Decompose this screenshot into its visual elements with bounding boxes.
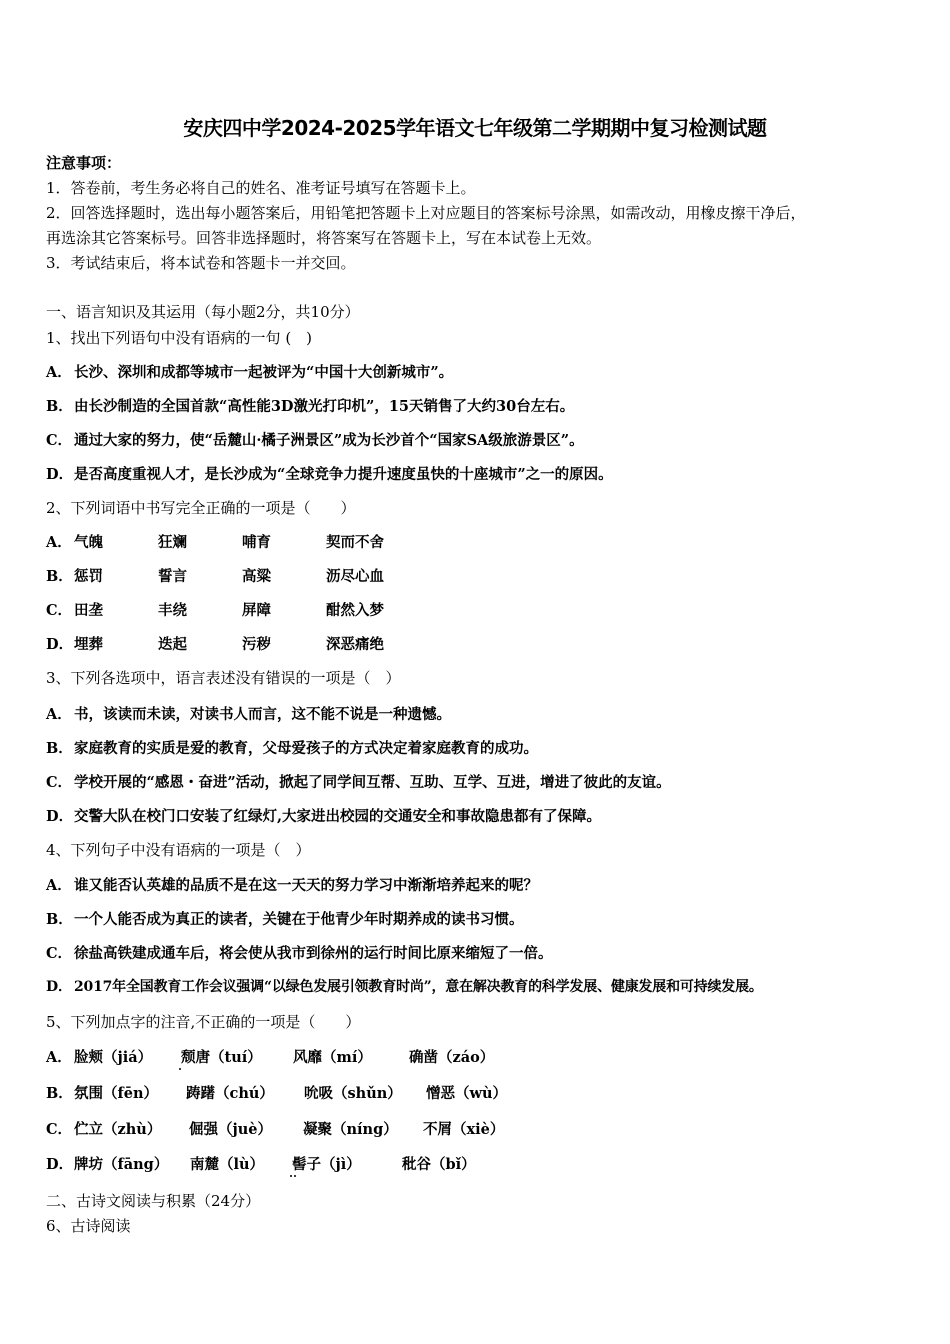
q2-option-c [46, 599, 384, 620]
q1-option-d [46, 463, 613, 484]
word: 屏障 [242, 602, 271, 619]
notice-item-2b: 再选涂其它答案标号。回答非选择题时，将答案写在答题卡上，写在本试卷上无效。 [46, 229, 602, 247]
word: 哺育 [242, 534, 271, 551]
q4-option-b [46, 908, 524, 929]
word: 颓唐（tuí） [181, 1046, 293, 1067]
q5-option-b [46, 1082, 507, 1103]
word: 誓言 [158, 568, 187, 585]
q5-option-c [46, 1118, 504, 1139]
q3-stem: 3、下列各选项中，语言表述没有错误的一项是（ ） [46, 669, 401, 687]
option-label: C． [46, 432, 73, 449]
q4-option-c [46, 942, 553, 963]
notice-heading: 注意事项： [46, 154, 122, 172]
option-text: 交警大队在校门口安装了红绿灯,大家进出校园的交通安全和事故隐患都有了保障。 [74, 808, 602, 825]
option-text: 谁又能否认英雄的品质不是在这一天天的努力学习中渐渐培养起来的呢？ [74, 877, 538, 894]
word: 南麓（lù） [190, 1156, 265, 1173]
option-label: D． [46, 808, 74, 825]
notice-item-3: 3．考试结束后，将本试卷和答题卡一并交回。 [46, 254, 356, 272]
word: 高粱 [242, 568, 271, 585]
option-text: 是否高度重视人才，是长沙成为“全球竞争力提升速度虽快的十座城市”之一的原因。 [74, 466, 613, 483]
word: 风靡（mí） [293, 1049, 372, 1066]
option-label: D． [46, 1156, 74, 1173]
q4-stem: 4、下列句子中没有语病的一项是（ ） [46, 841, 311, 859]
option-text: 长沙、深圳和成都等城市一起被评为“中国十大创新城市”。 [74, 364, 454, 381]
option-text: 由长沙制造的全国首款“高性能3D激光打印机”，15天销售了大约30台左右。 [74, 398, 575, 415]
option-text: 徐盐高铁建成通车后，将会使从我市到徐州的运行时间比原来缩短了一倍。 [74, 945, 553, 962]
option-label: A． [46, 1049, 72, 1066]
word: 污秽 [242, 636, 271, 653]
word: 惩罚 [74, 568, 103, 585]
option-label: B． [46, 398, 73, 415]
q3-option-d [46, 805, 601, 826]
q2-option-b [46, 565, 384, 586]
q1-option-c [46, 429, 584, 450]
option-text: 书，该读而未读，对读书人而言，这不能不说是一种遗憾。 [74, 706, 451, 723]
option-label: B． [46, 568, 73, 585]
q4-option-d [46, 976, 763, 996]
option-text: 学校开展的“感恩・奋进”活动，掀起了同学间互帮、互助、互学、互进，增进了彼此的友谊。 [74, 774, 671, 791]
word: 憎恶（wù） [426, 1085, 508, 1102]
word: 秕谷（bǐ） [402, 1156, 476, 1173]
word: 埋葬 [74, 636, 103, 653]
word: 伫立（zhù） [74, 1121, 162, 1138]
word: 田垄 [74, 602, 103, 619]
option-label: D． [46, 466, 74, 483]
q5-option-d [46, 1153, 476, 1174]
q1-stem: 1、找出下列语句中没有语病的一句 ( ) [46, 329, 313, 347]
q3-option-a [46, 703, 451, 724]
option-label: C． [46, 945, 73, 962]
option-label: A． [46, 534, 72, 551]
word: 丰绕 [158, 602, 187, 619]
word: 狂斓 [158, 534, 187, 551]
option-label: B． [46, 911, 73, 928]
q2-stem: 2、下列词语中书写完全正确的一项是（ ） [46, 499, 356, 517]
section-2-heading: 二、古诗文阅读与积累（24分） [46, 1192, 261, 1210]
word: 牌坊（fāng） [74, 1156, 169, 1173]
word: 契而不舍 [326, 534, 384, 551]
word: 沥尽心血 [326, 568, 384, 585]
option-label: D． [46, 636, 74, 653]
word: 确凿（záo） [409, 1049, 495, 1066]
q2-option-a [46, 531, 384, 552]
word: 迭起 [158, 636, 187, 653]
option-label: B． [46, 1085, 73, 1102]
word: 倔强（juè） [189, 1121, 273, 1138]
option-text: 2017年全国教育工作会议强调“以绿色发展引领教育时尚”，意在解决教育的科学发展、健康发展和可持续发展。 [74, 979, 763, 995]
section-1-heading: 一、语言知识及其运用（每小题2分，共10分） [46, 303, 360, 321]
q2-option-d [46, 633, 384, 654]
option-label: D． [46, 979, 72, 995]
notice-item-1: 1．答卷前，考生务必将自己的姓名、准考证号填写在答题卡上。 [46, 179, 476, 197]
word: 脸颊（jiá） [74, 1049, 153, 1066]
q3-option-c [46, 771, 671, 792]
word: 不屑（xiè） [423, 1121, 505, 1138]
q6-stem: 6、古诗阅读 [46, 1217, 131, 1235]
q3-option-b [46, 737, 538, 758]
option-label: A． [46, 877, 72, 894]
option-label: A． [46, 364, 72, 381]
option-text: 通过大家的努力，使“岳麓山·橘子洲景区”成为长沙首个“国家SA级旅游景区”。 [74, 432, 584, 449]
option-text: 家庭教育的实质是爱的教育，父母爱孩子的方式决定着家庭教育的成功。 [74, 740, 538, 757]
q1-option-b [46, 395, 574, 416]
q5-stem: 5、下列加点字的注音,不正确的一项是（ ） [46, 1013, 361, 1031]
q1-option-a [46, 361, 453, 382]
word: 气魄 [74, 534, 103, 551]
option-text: 一个人能否成为真正的读者，关键在于他青少年时期养成的读书习惯。 [74, 911, 524, 928]
word: 吮吸（shǔn） [304, 1085, 402, 1102]
word: 髻子（jì） [292, 1153, 402, 1174]
q5-option-a [46, 1046, 494, 1067]
option-label: C． [46, 1121, 73, 1138]
exam-title: 安庆四中学2024-2025学年语文七年级第二学期期中复习检测试题 [183, 116, 767, 140]
option-label: B． [46, 740, 73, 757]
word: 酣然入梦 [326, 602, 384, 619]
option-label: A． [46, 706, 72, 723]
word: 凝聚（níng） [303, 1121, 398, 1138]
q4-option-a [46, 874, 538, 895]
word: 深恶痛绝 [326, 636, 384, 653]
word: 踌躇（chú） [186, 1085, 274, 1102]
word: 氛围（fēn） [74, 1085, 159, 1102]
notice-item-2a: 2．回答选择题时，选出每小题答案后，用铅笔把答题卡上对应题目的答案标号涂黑，如需改动，用橡皮擦干净后， [46, 204, 806, 222]
option-label: C． [46, 602, 73, 619]
option-label: C． [46, 774, 73, 791]
